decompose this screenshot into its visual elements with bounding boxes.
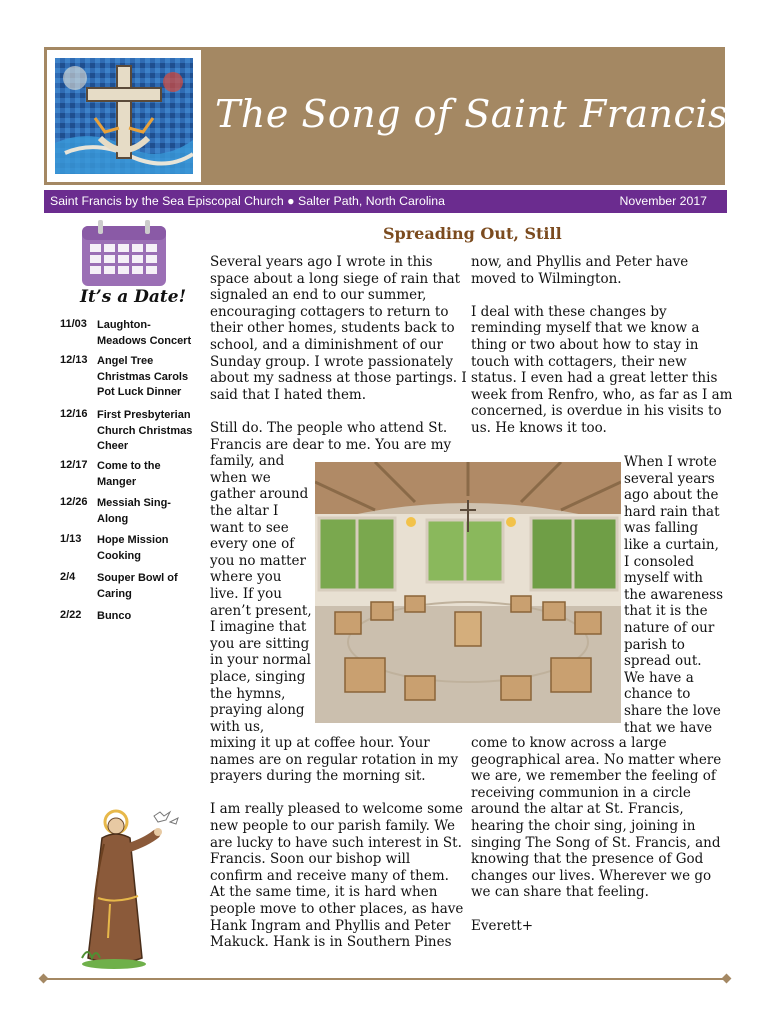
event-description-line: Cooking bbox=[97, 549, 141, 562]
article-line: signaled an end to our summer, bbox=[210, 287, 427, 304]
article-line: Makuck. Hank is in Southern Pines bbox=[210, 934, 452, 951]
event-description bbox=[97, 354, 199, 401]
article-line: I am really pleased to welcome some bbox=[210, 801, 463, 818]
article-line: the hymns, bbox=[210, 685, 286, 702]
article-line: spread out. bbox=[624, 653, 702, 670]
article-line: new people to our parish family. We bbox=[210, 818, 455, 834]
article-line: mixing it up at coffee hour. Your bbox=[210, 735, 430, 751]
article-line: moved to Wilmington. bbox=[471, 270, 622, 287]
article-line: with us, bbox=[210, 718, 265, 735]
event-description-line: Cheer bbox=[97, 440, 129, 452]
event-description-line: Come to the bbox=[97, 460, 161, 472]
event-description-line: Bunco bbox=[97, 610, 132, 622]
article-line: changes our lives. Wherever we go bbox=[471, 867, 712, 884]
article-line: share the love bbox=[624, 703, 721, 719]
article-line: live. If you bbox=[210, 586, 282, 602]
article-line: about my sadness at those partings. I bbox=[210, 370, 467, 387]
article-line: ago about the bbox=[624, 487, 719, 504]
event-description-line: Hope Mission bbox=[97, 534, 169, 546]
article-line: every one of bbox=[210, 536, 295, 553]
event-description bbox=[97, 408, 199, 455]
article-line: that we have bbox=[624, 719, 713, 736]
article-line: aren’t present, bbox=[210, 602, 312, 619]
issue-date: November 2017 bbox=[619, 194, 707, 208]
event-date: 2/4 bbox=[60, 571, 76, 583]
article-line: I consoled bbox=[624, 553, 695, 570]
article-line: place, singing bbox=[210, 669, 306, 685]
article-line: status. I even had a great letter this bbox=[471, 370, 718, 387]
article-line: I deal with these changes by bbox=[471, 303, 667, 320]
article-line: myself with bbox=[624, 570, 703, 587]
church-location: Saint Francis by the Sea Episcopal Church ● Salter Path, North Carolina bbox=[50, 194, 445, 208]
article-line: I imagine that bbox=[210, 619, 307, 636]
article-line: When I wrote bbox=[624, 454, 717, 470]
article-line: parish to bbox=[624, 636, 685, 653]
article-line: concerned, is overdue in his visits to bbox=[471, 403, 722, 420]
article-line: said that I hated them. bbox=[210, 386, 367, 403]
event-description-line: Souper Bowl of bbox=[97, 572, 178, 584]
article-line: we can share that feeling. bbox=[471, 884, 649, 901]
article-line: are lucky to have such interest in St. bbox=[210, 834, 462, 851]
article-line: chance to bbox=[624, 686, 691, 703]
article-line: school, and a diminishment of our bbox=[210, 337, 443, 353]
event-date: 12/17 bbox=[60, 459, 88, 471]
event-date: 12/26 bbox=[60, 496, 88, 508]
event-description-line: First Presbyterian bbox=[97, 409, 191, 421]
event-description-line: Angel Tree bbox=[97, 355, 154, 367]
event-description bbox=[97, 609, 199, 625]
footer-rule bbox=[44, 978, 727, 980]
article-line: that it is the bbox=[624, 603, 708, 620]
footer-diamond-left bbox=[39, 974, 49, 984]
event-description-line: Caring bbox=[97, 587, 132, 600]
event-description-line: Along bbox=[97, 512, 129, 525]
article-line: Everett+ bbox=[471, 917, 534, 934]
article-line: you no matter bbox=[210, 552, 306, 569]
event-date: 12/16 bbox=[60, 408, 88, 420]
chapel-interior-photo bbox=[315, 462, 621, 723]
event-description bbox=[97, 496, 199, 527]
event-description bbox=[97, 318, 199, 349]
masthead-band bbox=[44, 190, 727, 213]
article-line: geographical area. No matter where bbox=[471, 751, 722, 768]
article-line: Sunday group. I wrote passionately bbox=[210, 353, 453, 370]
event-description-line: Christmas Carols bbox=[97, 370, 189, 383]
article-line: several years bbox=[624, 470, 715, 487]
newsletter-title: The Song of Saint Francis bbox=[215, 92, 728, 136]
article-line: like a curtain, bbox=[624, 537, 719, 553]
article-line: us. He knows it too. bbox=[471, 420, 607, 436]
article-line: in your normal bbox=[210, 652, 311, 669]
article-title: Spreading Out, Still bbox=[383, 224, 562, 243]
article-line: you are sitting bbox=[210, 635, 310, 652]
event-description-line: Church Christmas bbox=[97, 424, 193, 437]
article-line: want to see bbox=[210, 519, 289, 536]
article-line: receiving communion in a circle bbox=[471, 784, 691, 801]
article-line: confirm and receive many of them. bbox=[210, 867, 449, 884]
article-line: gather around bbox=[210, 486, 309, 503]
article-line: Francis. Soon our bishop will bbox=[210, 851, 411, 868]
article-line: space about a long siege of rain that bbox=[210, 270, 461, 287]
event-description-line: Pot Luck Dinner bbox=[97, 386, 182, 398]
article-line: singing The Song of St. Francis, and bbox=[471, 834, 721, 851]
event-description-line: Meadows Concert bbox=[97, 334, 192, 347]
article-line: their other homes, students back to bbox=[210, 320, 455, 337]
event-description-line: Manger bbox=[97, 475, 137, 488]
footer-diamond-right bbox=[722, 974, 732, 984]
article-line: At the same time, it is hard when bbox=[210, 884, 438, 901]
article-line: the awareness bbox=[624, 586, 724, 603]
article-line: reminding myself that we know a bbox=[471, 320, 700, 337]
article-line: family, and bbox=[210, 453, 285, 470]
article-line: Still do. The people who attend St. bbox=[210, 420, 448, 436]
article-line: prayers during the morning sit. bbox=[210, 768, 426, 785]
article-line: touch with cottagers, their new bbox=[471, 353, 687, 370]
article-line: We have a bbox=[624, 669, 694, 686]
event-description-line: Laughton- bbox=[97, 319, 151, 331]
article-line: encouraging cottagers to return to bbox=[210, 303, 449, 320]
event-date: 12/13 bbox=[60, 354, 88, 366]
article-line: when we bbox=[210, 469, 271, 486]
article-line: come to know across a large bbox=[471, 735, 667, 751]
event-date: 2/22 bbox=[60, 609, 82, 621]
events-heading: It’s a Date! bbox=[80, 287, 187, 307]
article-line: now, and Phyllis and Peter have bbox=[471, 254, 689, 270]
article-line: where you bbox=[210, 569, 282, 586]
article-line: week from Renfro, who, as far as I am bbox=[471, 386, 733, 403]
article-line: thing or two about how to stay in bbox=[471, 337, 699, 353]
event-description bbox=[97, 571, 199, 602]
article-line: hard rain that bbox=[624, 503, 720, 520]
event-description-line: Messiah Sing- bbox=[97, 497, 171, 509]
article-line: the altar I bbox=[210, 503, 279, 519]
article-line: nature of our bbox=[624, 620, 715, 636]
event-description bbox=[97, 459, 199, 490]
article-line: hearing the choir sing, joining in bbox=[471, 818, 696, 834]
article-line: Several years ago I wrote in this bbox=[210, 254, 433, 270]
article-line: around the altar at St. Francis, bbox=[471, 801, 684, 818]
event-date: 11/03 bbox=[60, 318, 87, 330]
calendar-icon bbox=[80, 218, 168, 288]
article-line: people move to other places, as have bbox=[210, 901, 464, 917]
article-line: we are, we remember the feeling of bbox=[471, 768, 716, 785]
saint-francis-with-dove-icon bbox=[58, 808, 190, 972]
article-line: Francis are dear to me. You are my bbox=[210, 436, 452, 453]
article-line: was falling bbox=[624, 520, 699, 537]
event-description bbox=[97, 533, 199, 564]
event-date: 1/13 bbox=[60, 533, 82, 545]
article-line: names are on regular rotation in my bbox=[210, 751, 459, 768]
cross-stained-glass-icon bbox=[55, 58, 193, 174]
article-line: praying along bbox=[210, 702, 305, 719]
article-line: knowing that the presence of God bbox=[471, 851, 704, 868]
article-line: Hank Ingram and Phyllis and Peter bbox=[210, 917, 451, 934]
